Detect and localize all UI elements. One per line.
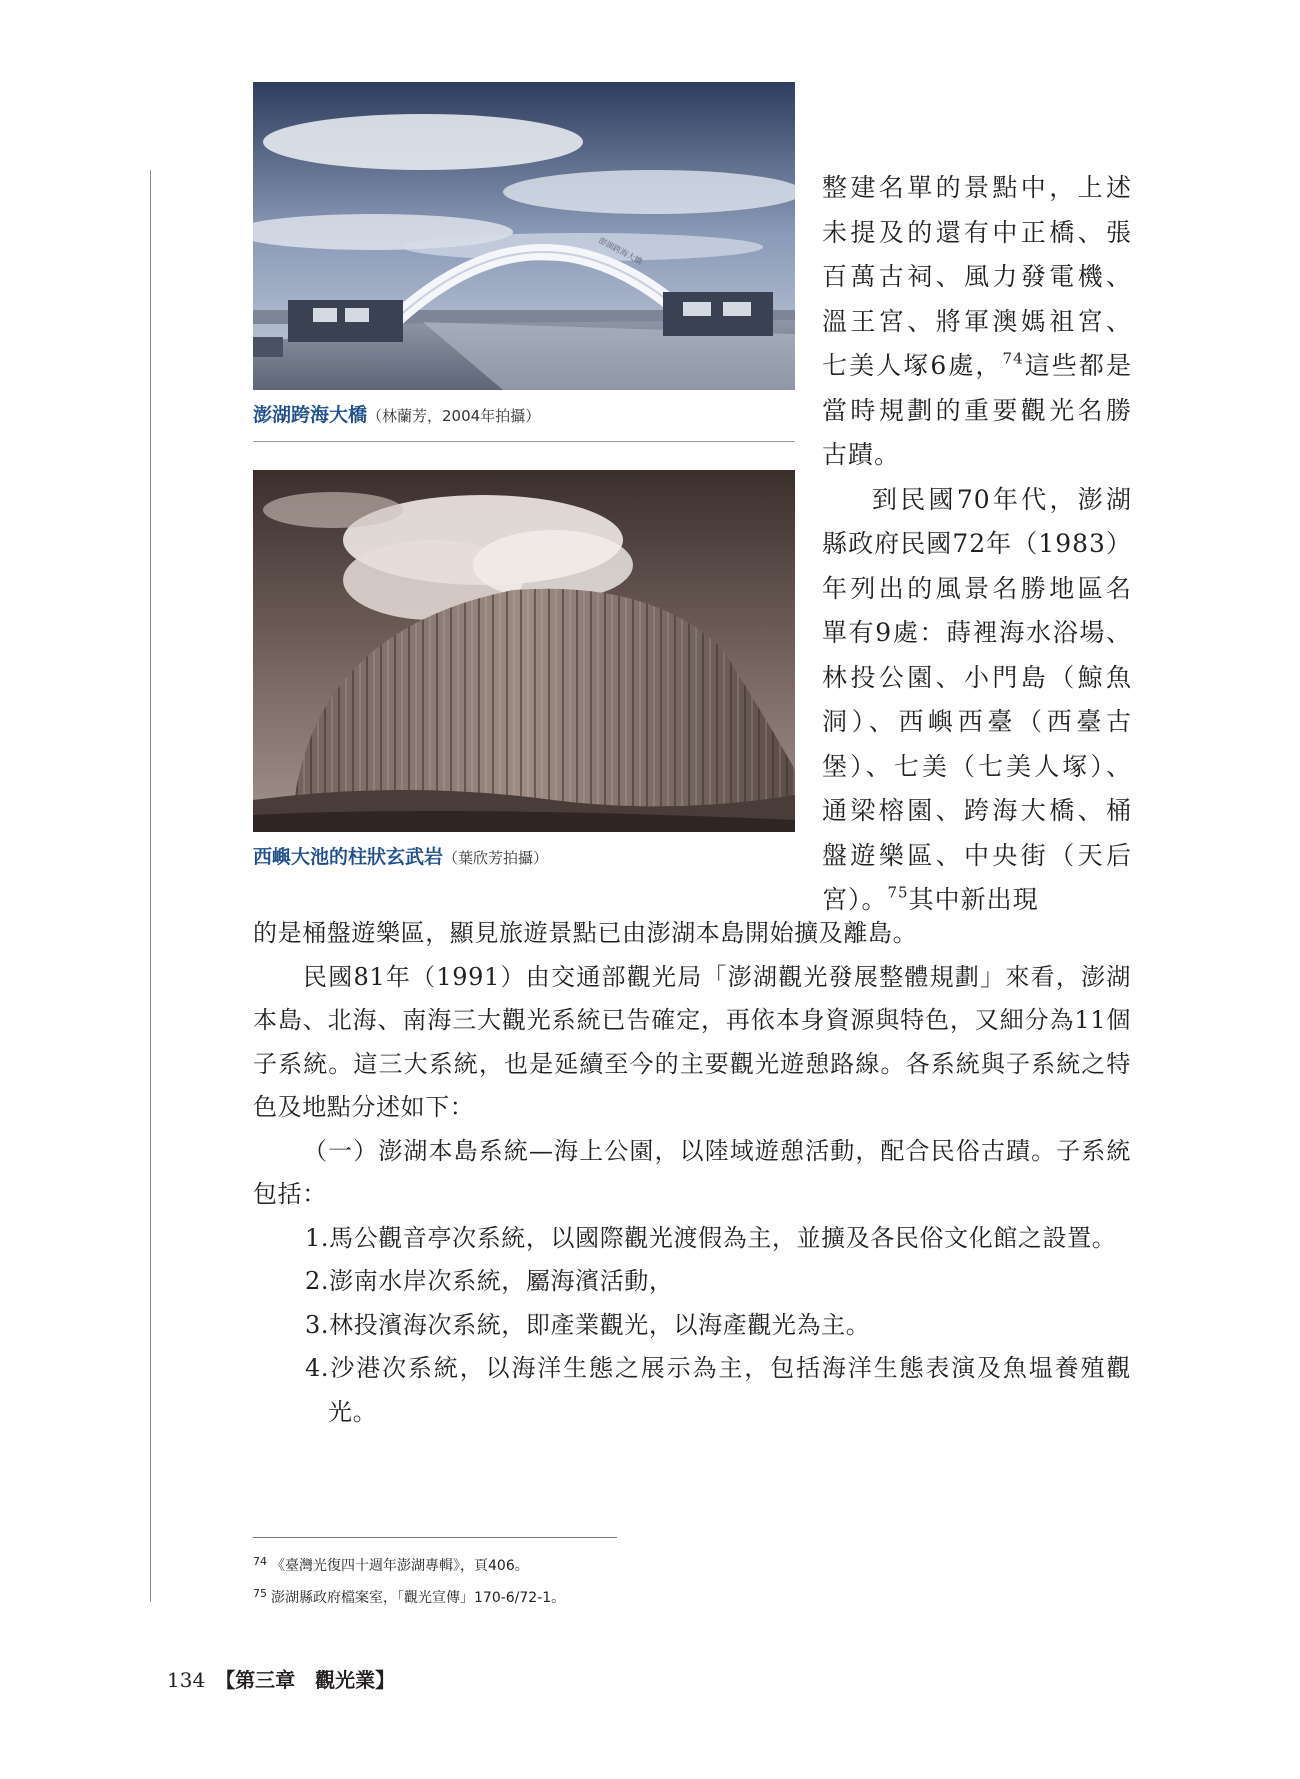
side-paragraph-2-tail: 其中新出現 [908, 885, 1039, 914]
footnote-divider [253, 1537, 617, 1538]
side-paragraph-1-tail: 這些都是當時規劃的重要觀光名勝古蹟。 [822, 351, 1132, 469]
footnote-75 [253, 1580, 953, 1612]
side-paragraph-2 [822, 478, 1132, 923]
footnote-text: 《臺灣光復四十週年澎湖專輯》，頁406。 [271, 1558, 529, 1574]
bridge-caption [253, 404, 795, 427]
subsystem-item: 4.沙港次系統，以海洋生態之展示為主，包括海洋生態表演及魚塭養殖觀光。 [305, 1354, 1131, 1426]
subsystem-item: 2.澎南水岸次系統，屬海濱活動， [305, 1267, 674, 1295]
side-paragraph-1 [822, 166, 1132, 478]
bridge-caption-credit: （林蘭芳，2004年拍攝） [367, 407, 541, 425]
side-paragraph-1-text: 整建名單的景點中，上述未提及的還有中正橋、張百萬古祠、風力發電機、溫王宮、將軍澳媽祖宮、七美人塚6處， [822, 173, 1132, 380]
subsystem-item: 3.林投濱海次系統，即產業觀光，以海產觀光為主。 [305, 1310, 871, 1339]
figure-bridge [253, 82, 795, 442]
basalt-photo [253, 470, 795, 832]
footnote-74 [253, 1548, 953, 1580]
arch-sign-text: 澎湖跨海大橋 [597, 235, 644, 267]
footnote-ref-74[interactable]: 74 [1002, 349, 1024, 368]
footnote-number: 74 [253, 1555, 267, 1568]
footnote-text: 澎湖縣政府檔案室，「觀光宣傳」170-6/72-1。 [271, 1590, 566, 1606]
continuation-paragraph: 的是桶盤遊樂區，顯見旅遊景點已由澎湖本島開始擴及離島。 [253, 919, 918, 947]
chapter-title: 【第三章 觀光業】 [215, 1668, 396, 1692]
footnote-ref-75[interactable]: 75 [887, 883, 909, 902]
side-column-text [822, 166, 1132, 923]
left-margin-rule [150, 170, 151, 1602]
subsystem-item: 1.馬公觀音亭次系統，以國際觀光渡假為主，並擴及各民俗文化館之設置。 [305, 1223, 1117, 1252]
bridge-caption-title: 澎湖跨海大橋 [253, 404, 368, 426]
system-one-paragraph: （一）澎湖本島系統—海上公園，以陸域遊憩活動，配合民俗古蹟。子系統包括： [253, 1136, 1131, 1208]
bridge-caption-rule [253, 441, 795, 442]
figure-basalt [253, 470, 795, 869]
bridge-photo [253, 82, 795, 390]
main-body-text [253, 912, 1131, 1434]
page-footer [167, 1664, 395, 1693]
basalt-caption [253, 846, 795, 869]
page-number: 134 [167, 1668, 206, 1692]
side-paragraph-2-text: 到民國70年代，澎湖縣政府民國72年（1983）年列出的風景名勝地區名單有9處：蒔裡海水浴場、林投公園、小門島（鯨魚洞）、西嶼西臺（西臺古堡）、七美（七美人塚）、通梁榕園、跨海大橋、桶盤遊樂區、中央街（天后宮）。 [822, 484, 1132, 914]
basalt-caption-title: 西嶼大池的柱狀玄武岩 [253, 846, 444, 868]
basalt-caption-credit: （葉欣芳拍攝） [443, 849, 549, 867]
footnote-number: 75 [253, 1587, 267, 1600]
planning-paragraph: 民國81年（1991）由交通部觀光局「澎湖觀光發展整體規劃」來看，澎湖本島、北海、南海三大觀光系統已告確定，再依本身資源與特色，又細分為11個子系統。這三大系統，也是延續至今的主要觀光遊憩路線。各系統與子系統之特色及地點分述如下： [253, 962, 1131, 1121]
footnotes [253, 1548, 953, 1612]
